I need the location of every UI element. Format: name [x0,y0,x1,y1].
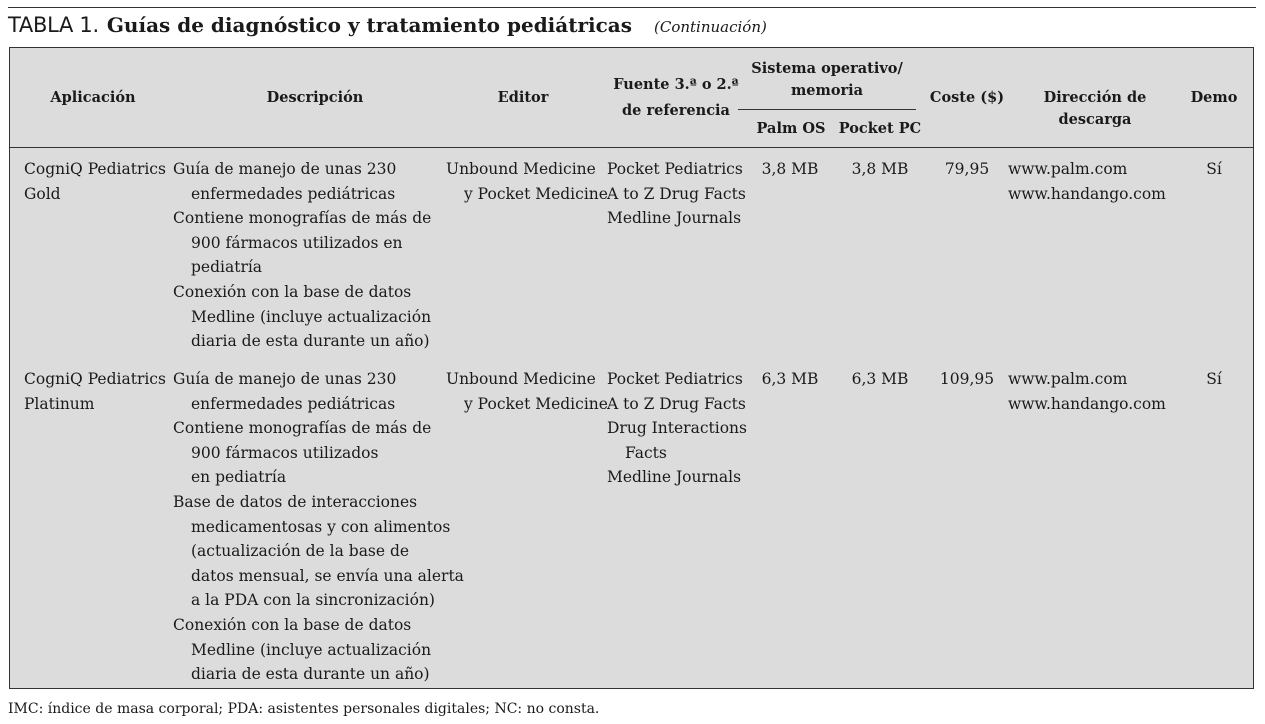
row1-desc-item: Contiene monografías de más de 900 fármacos utilizados en pediatría [173,209,432,277]
row1-fuente [607,157,746,231]
row2-editor [446,367,608,416]
row1-fuente-item: Medline Journals [607,209,742,228]
row1-aplicacion-line: Gold [24,184,61,203]
row2-desc-item: Conexión con la base de datos Medline (incluye actualización diaria de esta durante un año) [173,615,432,684]
row2-aplicacion [24,367,166,416]
table-continuation: (Continuación) [654,18,767,36]
table-label: TABLA 1. [8,13,99,37]
header-fuente-line2: de referencia [622,102,730,119]
subheader-rule [738,109,916,110]
row2-url: www.handango.com [1008,394,1166,413]
row2-desc-item: Contiene monografías de más de 900 fármacos utilizados en pediatría [173,419,432,487]
header-sistema-line2: memoria [790,82,864,99]
header-sistema-line1: Sistema operativo/ [751,60,903,77]
header-rule [10,147,1253,148]
row2-fuente [607,367,747,490]
row1-demo: Sí [1206,160,1222,178]
row1-aplicacion [24,157,166,206]
header-descripcion: Descripción [266,89,364,106]
row2-fuente-item: Medline Journals [607,468,742,487]
data-table [9,47,1254,689]
row2-aplicacion-line: Platinum [24,394,95,413]
row2-editor-item: Unbound Medicine y Pocket Medicine [446,370,608,413]
row2-fuente-item: Drug Interactions Facts [607,419,747,462]
row2-descripcion [173,367,464,687]
header-palm-os: Palm OS [756,120,826,137]
header-coste: Coste ($) [929,89,1005,106]
row2-desc-item: Base de datos de interacciones medicamentosas y con alimentos (actualización de la base de datos mensual, se envía una alerta a la PDA con la sincronización) [173,492,464,610]
row2-palm-os: 6,3 MB [761,370,819,388]
row1-fuente-item: A to Z Drug Facts [607,184,746,203]
header-demo: Demo [1190,89,1238,106]
header-aplicacion: Aplicación [50,89,136,106]
table-title: Guías de diagnóstico y tratamiento pediátricas [106,13,632,37]
row2-url: www.palm.com [1008,370,1128,388]
row1-editor-item: Unbound Medicine y Pocket Medicine [446,160,608,203]
row1-desc-item: Guía de manejo de unas 230 enfermedades pediátricas [173,160,397,203]
row1-desc-item: Conexión con la base de datos Medline (incluye actualización diaria de esta durante un año) [173,282,432,351]
header-direccion: Dirección de descarga [1043,89,1147,128]
row2-pocket-pc: 6,3 MB [851,370,909,388]
row2-aplicacion-line: CogniQ Pediatrics [24,370,166,388]
row1-aplicacion-line: CogniQ Pediatrics [24,160,166,178]
top-rule [8,7,1256,8]
row1-descripcion [173,157,431,354]
row1-coste: 79,95 [944,160,990,178]
row2-demo: Sí [1206,370,1222,388]
row2-fuente-item: A to Z Drug Facts [607,394,746,413]
table-caption [8,11,767,41]
row1-pocket-pc: 3,8 MB [851,160,909,178]
table-footnote: IMC: índice de masa corporal; PDA: asistentes personales digitales; NC: no consta. [8,701,600,717]
header-pocket-pc: Pocket PC [838,120,922,137]
row1-url: www.palm.com [1008,160,1128,178]
row2-fuente-item: Pocket Pediatrics [607,370,743,388]
row1-fuente-item: Pocket Pediatrics [607,160,743,178]
header-fuente-line1: Fuente 3.ª o 2.ª [613,76,739,93]
row1-url: www.handango.com [1008,184,1166,203]
row1-direccion [1008,157,1166,206]
row2-coste: 109,95 [939,370,995,388]
row1-palm-os: 3,8 MB [761,160,819,178]
row2-desc-item: Guía de manejo de unas 230 enfermedades pediátricas [173,370,397,413]
header-editor: Editor [497,89,549,106]
row1-editor [446,157,608,206]
row2-direccion [1008,367,1166,416]
